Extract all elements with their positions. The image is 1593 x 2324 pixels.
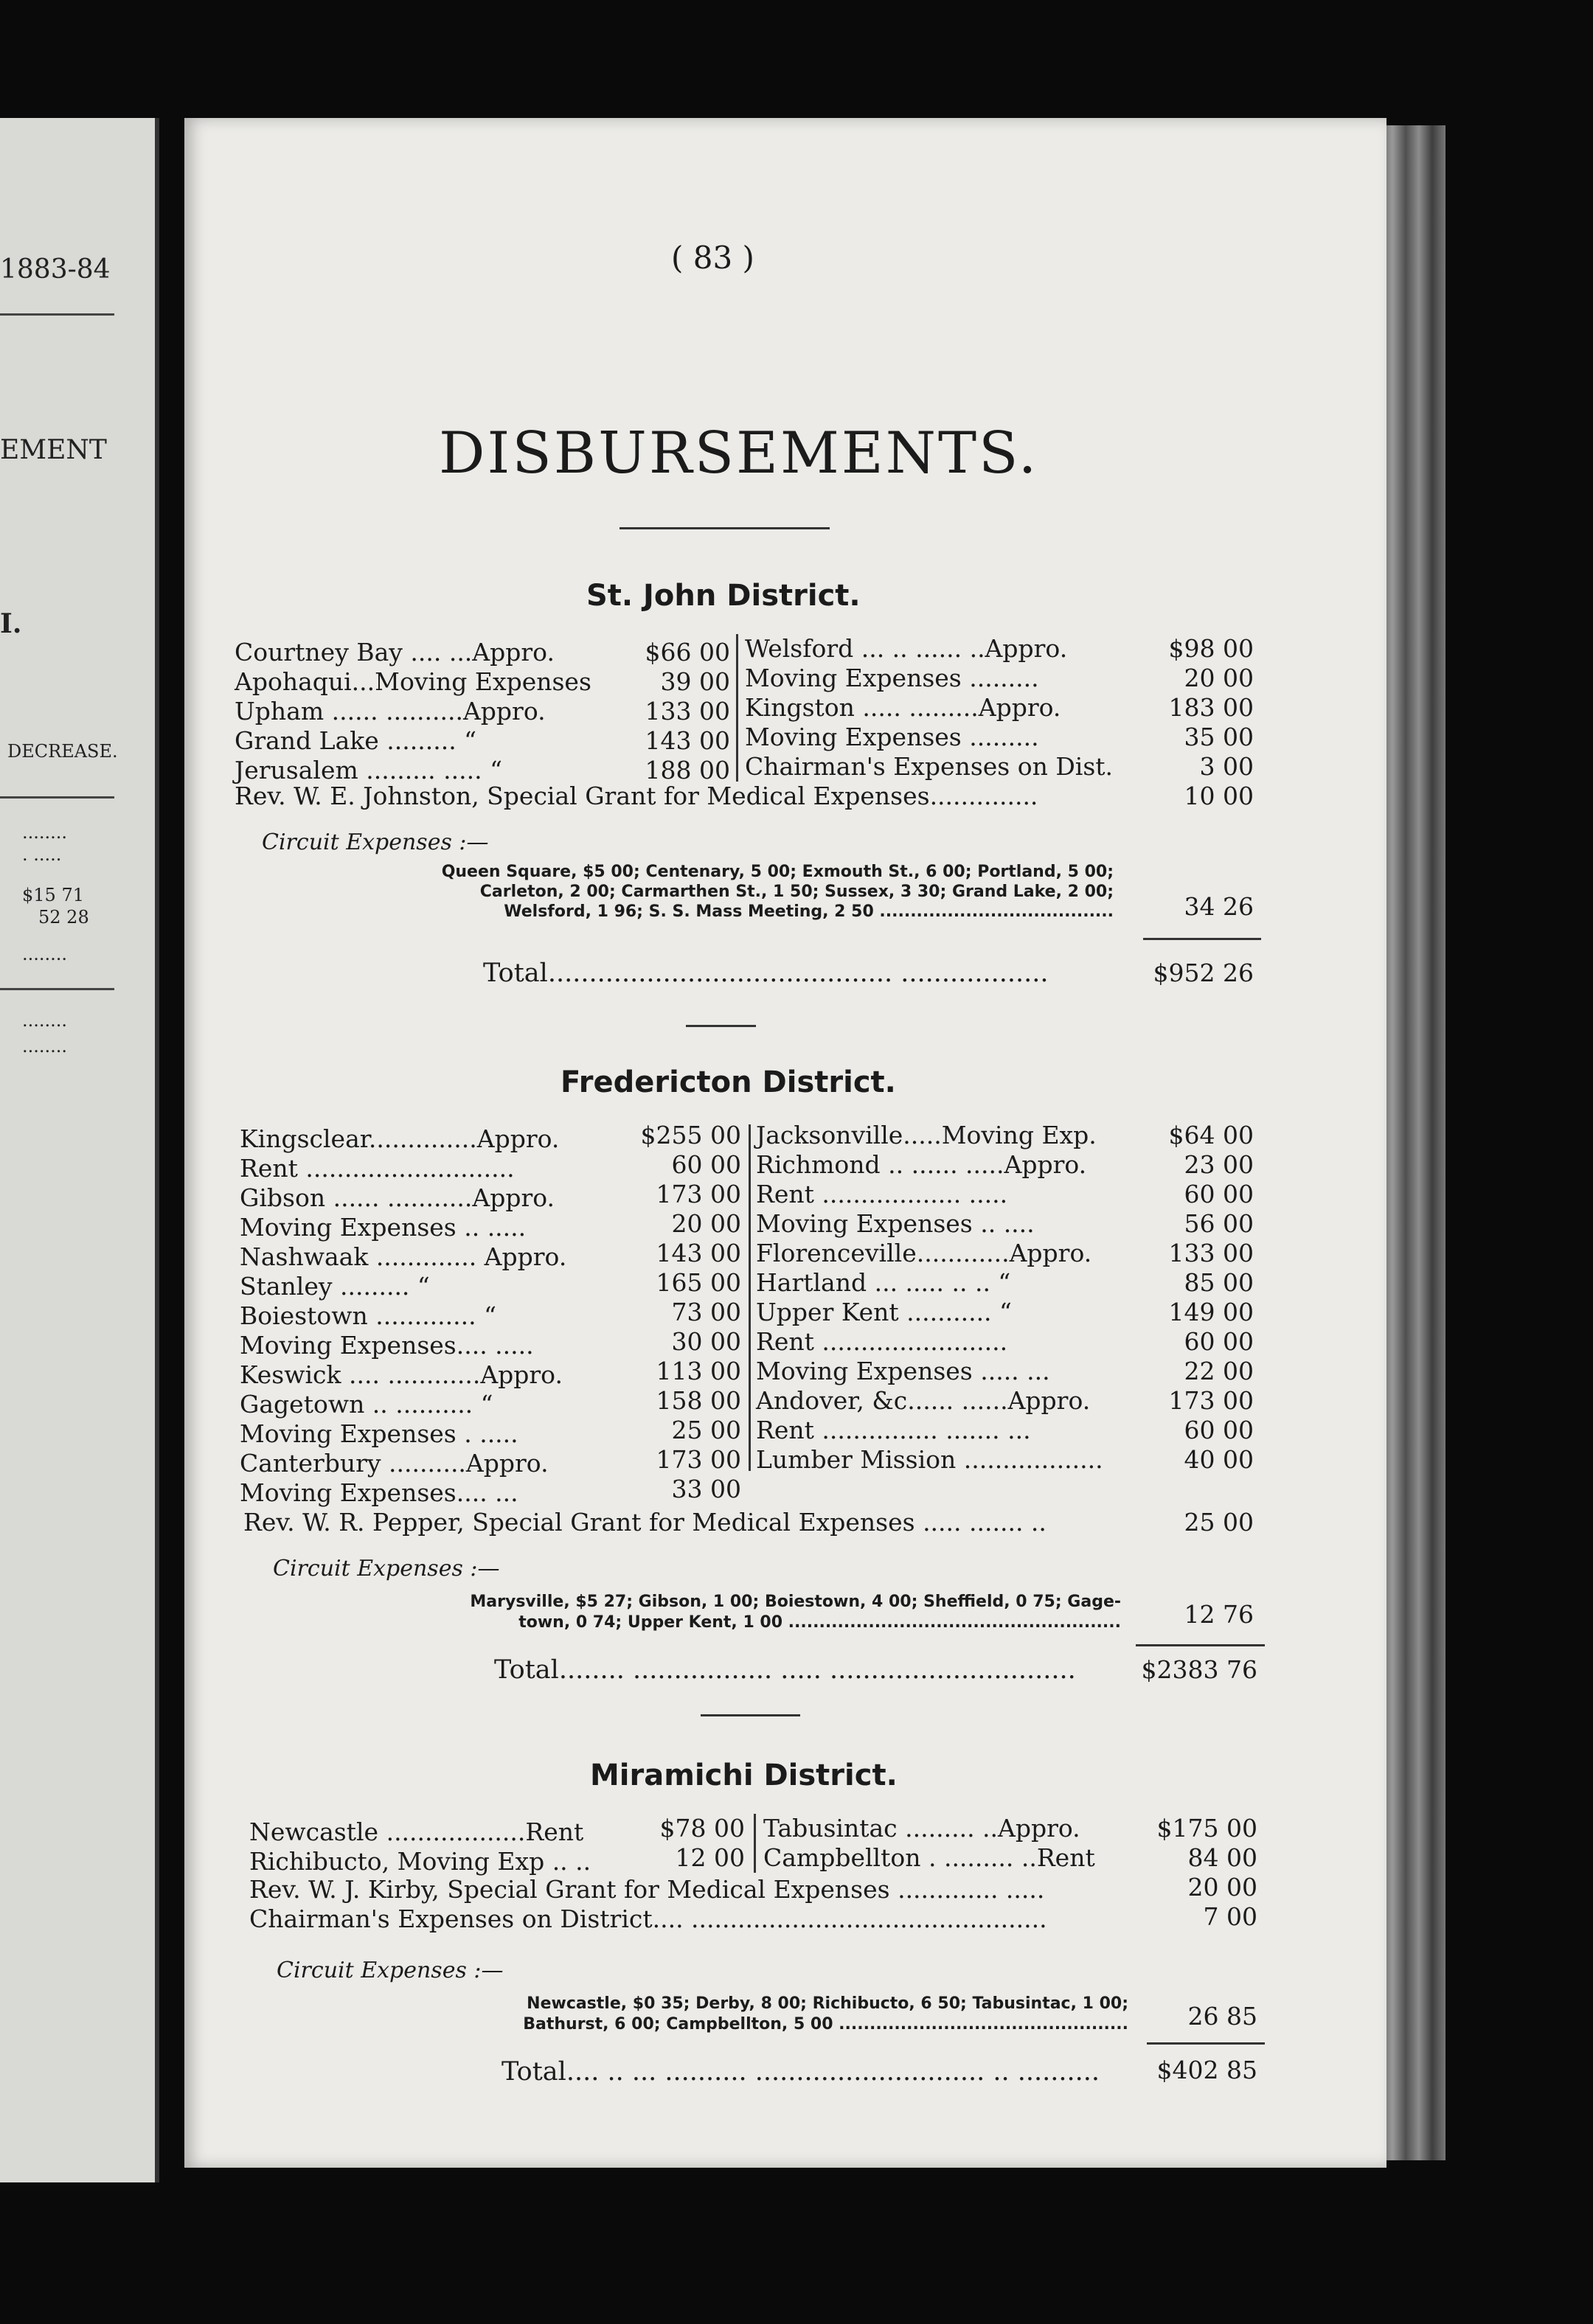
entry-amount: 60 00 [1184, 1180, 1254, 1208]
circuit-expenses-heading: Circuit Expenses :— [273, 1556, 500, 1582]
total-amount: $402 85 [1156, 2056, 1257, 2084]
entry-amount: 10 00 [1184, 782, 1254, 810]
district-heading-st-john: St. John District. [586, 579, 861, 613]
entry-label: Rent .................. ..... [756, 1180, 1008, 1208]
circuit-amount: 26 85 [1187, 2002, 1257, 2031]
entry-amount: 22 00 [1184, 1357, 1254, 1385]
entry-label: Hartland ... ..... .. .. “ [756, 1268, 1011, 1297]
entry-label: Richmond .. ...... .....Appro. [756, 1150, 1087, 1179]
circuit-line: Bathurst, 6 00; Campbellton, 5 00 ............................................... [523, 2015, 1128, 2034]
entry-amount: 133 00 [1168, 1239, 1254, 1267]
entry-label: Newcastle ..................Rent [249, 1817, 584, 1846]
entry-label: Moving Expenses.... ..... [240, 1331, 534, 1360]
entry-label: Gibson ...... ...........Appro. [240, 1183, 555, 1212]
entry-amount: 40 00 [1184, 1445, 1254, 1474]
entry-amount: 30 00 [671, 1327, 741, 1356]
entry-amount: 165 00 [656, 1268, 741, 1297]
left-line: ........ [22, 1036, 68, 1057]
entry-label: Moving Expenses .. .... [756, 1209, 1035, 1238]
special-grant: Rev. W. R. Pepper, Special Grant for Medical Expenses ..... ....... .. [243, 1508, 1047, 1537]
entry-label: Moving Expenses ......... [745, 664, 1039, 692]
entry-amount: 56 00 [1184, 1209, 1254, 1238]
circuit-amount: 12 76 [1184, 1600, 1254, 1629]
total-label: Total.... .. ... .......... ............................ .. .......... [502, 2057, 1100, 2087]
entry-amount: 20 00 [1187, 1873, 1257, 1902]
entry-label: Lumber Mission .................. [756, 1445, 1103, 1474]
entry-amount: 173 00 [656, 1180, 741, 1208]
column-divider [736, 634, 738, 782]
left-line: ........ [22, 1010, 68, 1031]
entry-amount: 7 00 [1203, 1902, 1257, 1931]
circuit-line: town, 0 74; Upper Kent, 1 00 ...................................................... [518, 1613, 1121, 1632]
column-divider [754, 1814, 756, 1873]
entry-amount: 188 00 [645, 756, 730, 784]
left-rule [0, 313, 114, 316]
entry-amount: 25 00 [1184, 1508, 1254, 1537]
entry-label: Nashwaak ............. Appro. [240, 1242, 567, 1271]
section-rule [701, 1714, 800, 1716]
entry-amount: 60 00 [1184, 1416, 1254, 1444]
entry-label: Chairman's Expenses on Dist. [745, 752, 1114, 781]
entry-amount: 183 00 [1168, 693, 1254, 722]
entry-amount: 84 00 [1187, 1843, 1257, 1872]
circuit-line: Marysville, $5 27; Gibson, 1 00; Boiestown, 4 00; Sheffield, 0 75; Gage- [470, 1593, 1121, 1611]
entry-amount: 39 00 [660, 667, 730, 696]
total-label: Total........ ................. ..... .............................. [494, 1655, 1076, 1685]
entry-label: Rent ........................... [240, 1154, 515, 1183]
entry-amount: 35 00 [1184, 723, 1254, 751]
entry-label: Boiestown ............. “ [240, 1301, 496, 1330]
entry-label: Apohaqui...Moving Expenses [235, 667, 591, 696]
entry-amount: 12 00 [675, 1843, 745, 1872]
circuit-line: Welsford, 1 96; S. S. Mass Meeting, 2 50 ...................................... [504, 902, 1114, 921]
left-column-heading: DECREASE. [7, 741, 118, 762]
circuit-line: Queen Square, $5 00; Centenary, 5 00; Exmouth St., 6 00; Portland, 5 00; [441, 863, 1114, 881]
entry-label: Rent ............... ....... ... [756, 1416, 1031, 1444]
entry-amount: 173 00 [1168, 1386, 1254, 1415]
circuit-amount: 34 26 [1184, 892, 1254, 921]
column-divider [749, 1124, 751, 1471]
left-heading: EMENT [0, 435, 107, 465]
sum-rule [1143, 938, 1261, 940]
special-expense: Chairman's Expenses on District.... .............................................. [249, 1904, 1047, 1933]
entry-amount: 33 00 [671, 1475, 741, 1503]
entry-label: Rent ........................ [756, 1327, 1008, 1356]
total-amount: $952 26 [1153, 959, 1254, 987]
entry-amount: 25 00 [671, 1416, 741, 1444]
circuit-line: Newcastle, $0 35; Derby, 8 00; Richibucto, 6 50; Tabusintac, 1 00; [527, 1994, 1128, 2013]
special-grant: Rev. W. J. Kirby, Special Grant for Medical Expenses ............. ..... [249, 1875, 1045, 1904]
entry-label: Jacksonville.....Moving Exp. [756, 1121, 1097, 1149]
entry-label: Grand Lake ......... “ [235, 726, 477, 755]
entry-label: Moving Expenses ......... [745, 723, 1039, 751]
entry-amount: $255 00 [640, 1121, 741, 1149]
entry-label: Keswick .... ............Appro. [240, 1360, 563, 1389]
entry-amount: $175 00 [1156, 1814, 1257, 1843]
entry-label: Jerusalem ......... ..... “ [235, 756, 502, 784]
entry-amount: $66 00 [645, 638, 730, 667]
circuit-line: Carleton, 2 00; Carmarthen St., 1 50; Sussex, 3 30; Grand Lake, 2 00; [479, 883, 1114, 901]
left-line: ........ [22, 822, 68, 843]
left-year: 1883-84 [0, 254, 111, 285]
sum-rule [1136, 1644, 1265, 1646]
entry-label: Welsford ... .. ...... ..Appro. [745, 634, 1068, 663]
left-line: ........ [22, 944, 68, 964]
entry-label: Kingston ..... .........Appro. [745, 693, 1061, 722]
entry-amount: 3 00 [1199, 752, 1254, 781]
page-title: DISBURSEMENTS. [439, 420, 1039, 487]
entry-amount: 143 00 [645, 726, 730, 755]
entry-label: Moving Expenses.... ... [240, 1478, 518, 1507]
page-number: ( 83 ) [671, 240, 754, 276]
entry-label: Upper Kent ........... “ [756, 1298, 1012, 1326]
entry-amount: $64 00 [1168, 1121, 1254, 1149]
left-line: . ..... [22, 844, 62, 865]
entry-amount: 23 00 [1184, 1150, 1254, 1179]
entry-label: Kingsclear..............Appro. [240, 1124, 560, 1153]
entry-amount: 113 00 [656, 1357, 741, 1385]
title-rule [620, 527, 830, 529]
district-heading-fredericton: Fredericton District. [560, 1065, 896, 1099]
entry-label: Upham ...... ..........Appro. [235, 697, 546, 726]
page-stack-edge [1379, 125, 1446, 2160]
entry-label: Moving Expenses . ..... [240, 1419, 518, 1448]
entry-amount: 20 00 [671, 1209, 741, 1238]
entry-label: Gagetown .. .......... “ [240, 1390, 493, 1419]
entry-amount: 73 00 [671, 1298, 741, 1326]
entry-amount: 143 00 [656, 1239, 741, 1267]
entry-label: Andover, &c...... ......Appro. [756, 1386, 1091, 1415]
entry-label: Moving Expenses .. ..... [240, 1213, 527, 1242]
left-rule [0, 796, 114, 799]
left-mark: I. [0, 608, 22, 639]
circuit-expenses-heading: Circuit Expenses :— [277, 1958, 504, 1983]
entry-label: Florenceville............Appro. [756, 1239, 1092, 1267]
entry-amount: 60 00 [671, 1150, 741, 1179]
left-page-fragment [0, 118, 159, 2182]
entry-amount: $98 00 [1168, 634, 1254, 663]
special-grant: Rev. W. E. Johnston, Special Grant for Medical Expenses.............. [235, 782, 1038, 810]
district-heading-miramichi: Miramichi District. [590, 1758, 898, 1792]
entry-label: Richibucto, Moving Exp .. .. [249, 1847, 591, 1876]
entry-amount: 158 00 [656, 1386, 741, 1415]
sum-rule [1147, 2042, 1265, 2045]
entry-amount: $78 00 [659, 1814, 745, 1843]
entry-amount: 133 00 [645, 697, 730, 726]
total-amount: $2383 76 [1141, 1655, 1257, 1684]
document-page [184, 118, 1386, 2168]
entry-label: Moving Expenses ..... ... [756, 1357, 1050, 1385]
entry-label: Canterbury ..........Appro. [240, 1449, 549, 1478]
total-label: Total.......................................... .................. [483, 959, 1049, 988]
entry-amount: 149 00 [1168, 1298, 1254, 1326]
entry-amount: 173 00 [656, 1445, 741, 1474]
entry-label: Campbellton . ......... ..Rent [763, 1843, 1095, 1872]
entry-label: Courtney Bay .... ...Appro. [235, 638, 555, 667]
left-rule [0, 988, 114, 990]
entry-label: Tabusintac ......... ..Appro. [763, 1814, 1080, 1843]
left-line: 52 28 [38, 907, 89, 928]
entry-amount: 85 00 [1184, 1268, 1254, 1297]
entry-amount: 20 00 [1184, 664, 1254, 692]
entry-amount: 60 00 [1184, 1327, 1254, 1356]
left-line: $15 71 [22, 885, 84, 905]
section-rule [686, 1025, 756, 1027]
circuit-expenses-heading: Circuit Expenses :— [262, 829, 489, 855]
entry-label: Stanley ......... “ [240, 1272, 430, 1301]
